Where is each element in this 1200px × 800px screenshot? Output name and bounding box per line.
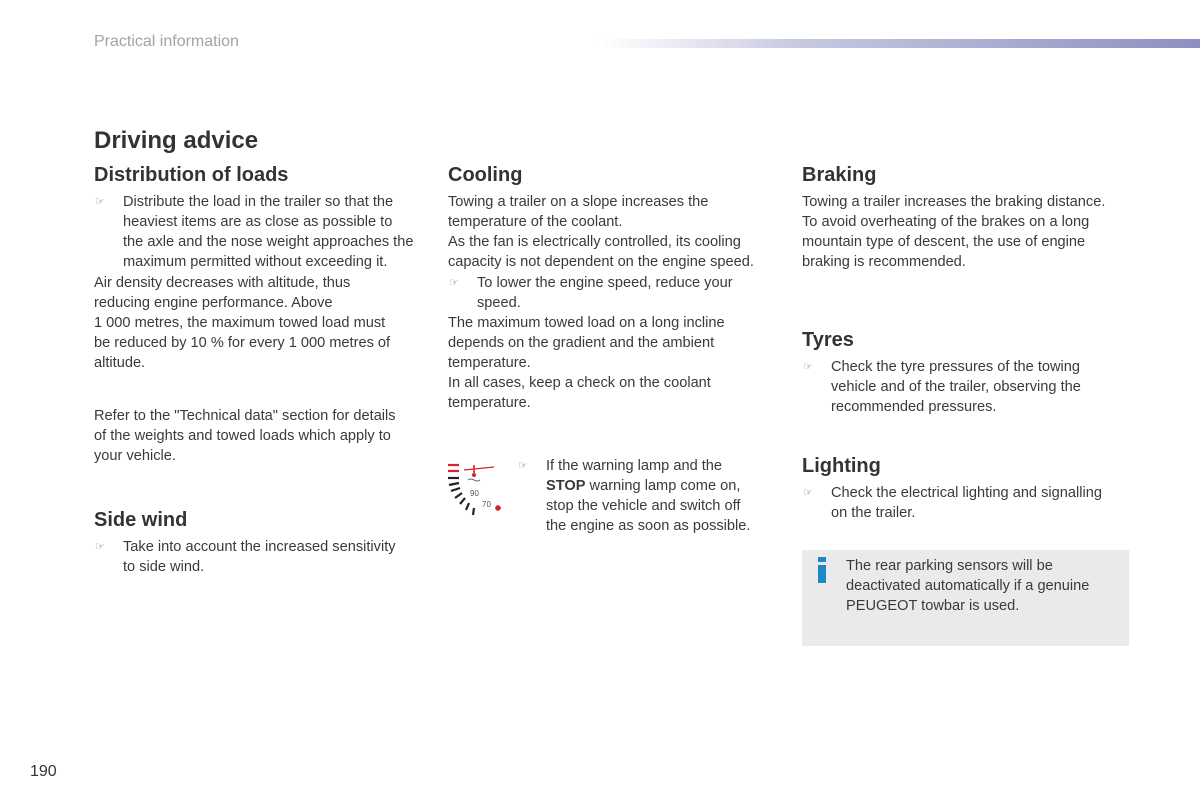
text-line: Towing a trailer on a slope increases the xyxy=(448,194,709,210)
text-line: Check the electrical lighting and signalling xyxy=(831,485,1102,501)
text-line: of the weights and towed loads which apply to xyxy=(94,428,391,444)
text-line: 1 000 metres, the maximum towed load must xyxy=(94,315,386,331)
info-icon xyxy=(818,557,826,583)
stop-keyword: STOP xyxy=(546,478,586,494)
text-line: To avoid overheating of the brakes on a long xyxy=(802,214,1090,230)
text-line: the engine as soon as possible. xyxy=(546,518,751,534)
gauge-tick-label: 90 xyxy=(470,489,479,498)
text-line: depends on the gradient and the ambient xyxy=(448,335,715,351)
text-line: to side wind. xyxy=(123,559,205,575)
text-line: reducing engine performance. Above xyxy=(94,295,333,311)
heading-distribution-of-loads: Distribution of loads xyxy=(94,164,289,186)
text-line: stop the vehicle and switch off xyxy=(546,498,741,514)
page-number: 190 xyxy=(30,763,57,780)
gauge-tick-label: 70 xyxy=(482,500,491,509)
text-line: In all cases, keep a check on the coolant xyxy=(448,375,711,391)
text-line: be reduced by 10 % for every 1 000 metres of xyxy=(94,335,391,351)
heading-tyres: Tyres xyxy=(802,329,854,351)
text-line: As the fan is electrically controlled, its cooling xyxy=(448,234,741,250)
text-line: Check the tyre pressures of the towing xyxy=(831,359,1081,375)
text-line: altitude. xyxy=(94,355,146,371)
pointing-hand-icon: ☞ xyxy=(95,541,105,553)
text-line: recommended pressures. xyxy=(831,399,997,415)
page-title: Driving advice xyxy=(94,127,259,154)
text-line xyxy=(546,476,740,496)
text-line: Refer to the "Technical data" section for details xyxy=(94,408,396,424)
pointing-hand-icon: ☞ xyxy=(95,196,105,208)
pointing-hand-icon: ☞ xyxy=(518,460,528,472)
text-fragment: warning lamp come on, xyxy=(585,478,741,494)
text-line: capacity is not dependent on the engine speed. xyxy=(448,254,754,270)
text-line: To lower the engine speed, reduce your xyxy=(477,275,733,291)
text-line: temperature of the coolant. xyxy=(448,214,623,230)
text-line: braking is recommended. xyxy=(802,254,966,270)
header-accent-bar xyxy=(598,39,1200,48)
pointing-hand-icon: ☞ xyxy=(803,487,813,499)
coolant-temperature-gauge-icon xyxy=(444,458,508,522)
text-line: speed. xyxy=(477,295,521,311)
heading-side-wind: Side wind xyxy=(94,509,188,531)
text-line: mountain type of descent, the use of engine xyxy=(802,234,1086,250)
text-line: Air density decreases with altitude, thus xyxy=(94,275,351,291)
text-line: The maximum towed load on a long incline xyxy=(448,315,725,331)
text-line: temperature. xyxy=(448,395,531,411)
text-line: Towing a trailer increases the braking distance. xyxy=(802,194,1106,210)
text-line: Take into account the increased sensitivity xyxy=(123,539,396,555)
text-line: vehicle and of the trailer, observing the xyxy=(831,379,1081,395)
pointing-hand-icon: ☞ xyxy=(803,361,813,373)
text-line: heaviest items are as close as possible to xyxy=(123,214,393,230)
text-line: If the warning lamp and the xyxy=(546,458,723,474)
section-header: Practical information xyxy=(94,33,239,50)
text-line: temperature. xyxy=(448,355,531,371)
text-line: Distribute the load in the trailer so that the xyxy=(123,194,394,210)
text-line: maximum permitted without exceeding it. xyxy=(123,254,388,270)
info-text-line: deactivated automatically if a genuine xyxy=(846,578,1090,594)
text-line: on the trailer. xyxy=(831,505,916,521)
heading-cooling: Cooling xyxy=(448,164,523,186)
info-text-line: PEUGEOT towbar is used. xyxy=(846,598,1020,614)
text-line: your vehicle. xyxy=(94,448,176,464)
info-text-line: The rear parking sensors will be xyxy=(846,558,1053,574)
heading-braking: Braking xyxy=(802,164,877,186)
heading-lighting: Lighting xyxy=(802,455,881,477)
text-line: the axle and the nose weight approaches the xyxy=(123,234,414,250)
pointing-hand-icon: ☞ xyxy=(449,277,459,289)
